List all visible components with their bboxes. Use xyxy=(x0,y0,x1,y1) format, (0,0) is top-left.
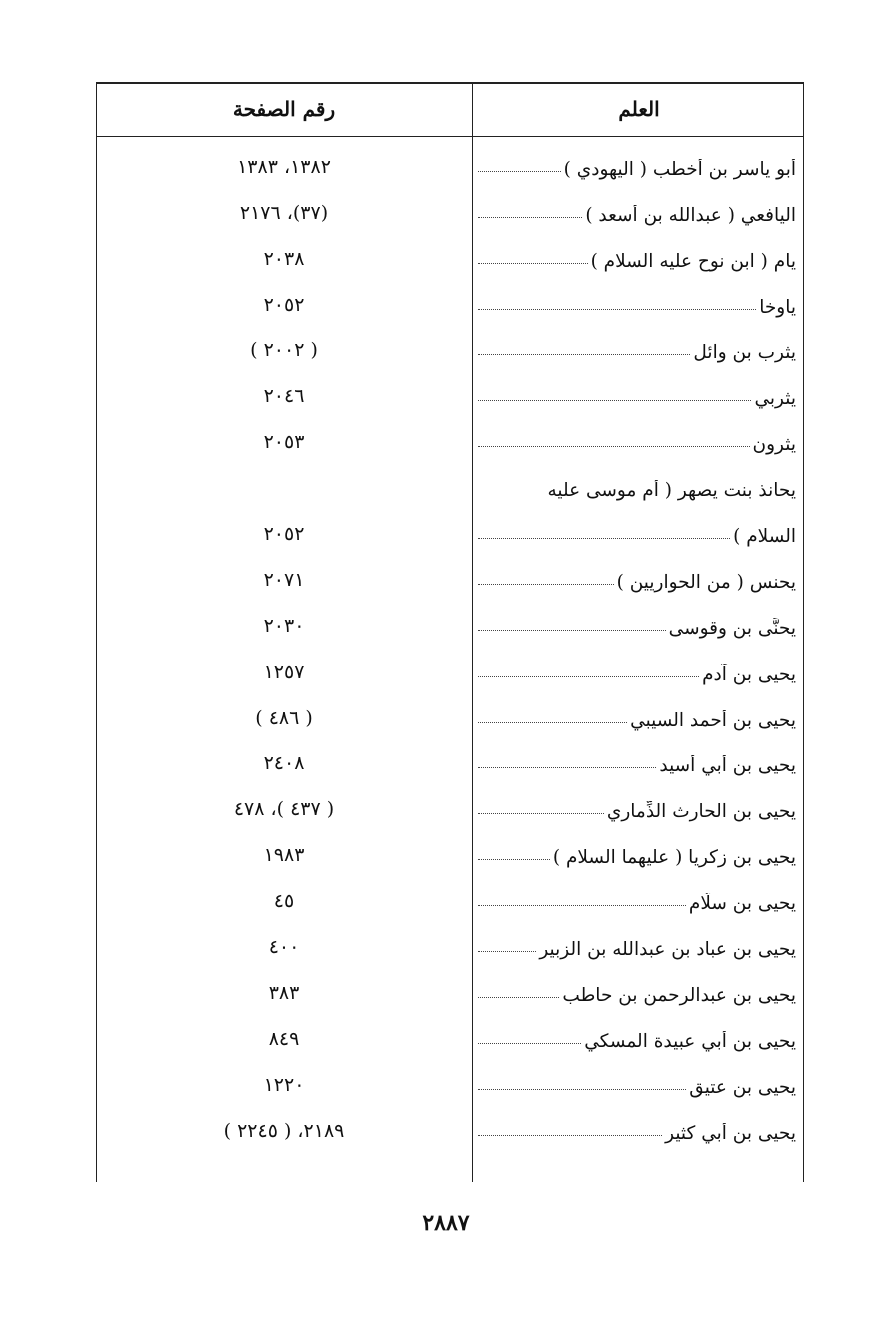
entry-page-numbers: ٢٠٥٣ xyxy=(263,431,305,454)
table-row xyxy=(96,1058,804,1104)
dot-leader xyxy=(478,722,627,723)
table-row xyxy=(96,828,804,874)
table-row xyxy=(96,232,804,278)
entry-name-cell xyxy=(478,893,796,914)
entry-name-cell xyxy=(478,939,796,960)
table-row xyxy=(96,737,804,783)
entry-name-cell xyxy=(478,1123,796,1144)
entry-name-cell xyxy=(478,710,796,731)
table-row xyxy=(96,920,804,966)
entry-name: يثرب بن وائل xyxy=(693,342,796,364)
entry-page-numbers: ٢٠٣٠ xyxy=(263,614,305,637)
entry-name: يحيى بن سلَّام xyxy=(688,893,796,915)
table-row xyxy=(96,782,804,828)
dot-leader xyxy=(478,813,604,814)
dot-leader xyxy=(478,446,750,447)
dot-leader xyxy=(478,354,690,355)
entry-name: يحيى بن أبي كثير xyxy=(665,1122,796,1144)
table-row xyxy=(96,691,804,737)
entry-page-numbers: ١٢٥٧ xyxy=(263,660,305,683)
table-row xyxy=(96,1012,804,1058)
table-row xyxy=(96,874,804,920)
dot-leader xyxy=(478,630,666,631)
entry-name-cell xyxy=(478,801,796,822)
entry-name-cell xyxy=(478,664,796,685)
dot-leader xyxy=(478,584,614,585)
entry-name-cell xyxy=(478,1031,796,1052)
page-number: ٢٨٨٧ xyxy=(422,1210,470,1236)
entry-name-cell xyxy=(478,572,796,593)
dot-leader xyxy=(478,538,730,539)
entry-name: يحنس ( من الحواريين ) xyxy=(616,571,796,593)
dot-leader xyxy=(478,1043,581,1044)
entry-name-cell xyxy=(478,480,796,501)
entry-page-numbers: ( ٢٠٠٢ ) xyxy=(250,339,318,362)
entry-name: يحيى بن آدم xyxy=(702,663,796,685)
entry-page-numbers: ١٣٨٢، ١٣٨٣ xyxy=(237,155,331,178)
entry-page-numbers: ٢٤٠٨ xyxy=(263,752,305,775)
entry-name: أبو ياسر بن أخطب ( اليهودي ) xyxy=(563,158,796,180)
entry-name: السلام ) xyxy=(733,526,796,548)
entry-name-cell xyxy=(478,205,796,226)
entry-name-cell xyxy=(478,388,796,409)
entry-page-numbers: ١٢٢٠ xyxy=(263,1073,305,1096)
entry-page-numbers: ٤٥ xyxy=(273,890,295,913)
entry-page-numbers: ٢١٨٩، ( ٢٢٤٥ ) xyxy=(223,1119,345,1142)
entry-page-numbers: ٨٤٩ xyxy=(268,1027,300,1050)
dot-leader xyxy=(478,400,751,401)
entry-name: يحانذ بنت يصهر ( أم موسى عليه xyxy=(547,480,796,502)
table-rows xyxy=(96,140,804,1150)
entry-name-cell xyxy=(478,526,796,547)
entry-name-cell xyxy=(478,297,796,318)
entry-page-numbers: ( ٤٨٦ ) xyxy=(255,706,313,729)
dot-leader xyxy=(478,767,656,768)
entry-page-numbers: (٣٧)، ٢١٧٦ xyxy=(239,201,329,224)
entry-name: يحيى بن عتيق xyxy=(689,1076,796,1098)
dot-leader xyxy=(478,171,561,172)
dot-leader xyxy=(478,859,550,860)
table-row xyxy=(96,278,804,324)
entry-page-numbers: ٣٨٣ xyxy=(268,981,300,1004)
table-row xyxy=(96,1104,804,1150)
header-name: العلم xyxy=(618,97,660,121)
entry-name-cell xyxy=(478,434,796,455)
header-page-number: رقم الصفحة xyxy=(232,97,336,121)
entry-name: يحيى بن عبدالرحمن بن حاطب xyxy=(562,984,796,1006)
header-underline xyxy=(96,136,804,137)
dot-leader xyxy=(478,997,559,998)
dot-leader xyxy=(478,951,536,952)
table-row xyxy=(96,415,804,461)
entry-name-cell xyxy=(478,755,796,776)
entry-name: اليافعي ( عبدالله بن أسعد ) xyxy=(585,204,796,226)
index-table xyxy=(96,82,804,1182)
dot-leader xyxy=(478,1135,662,1136)
dot-leader xyxy=(478,905,686,906)
entry-page-numbers: ٢٠٣٨ xyxy=(263,247,305,270)
entry-name-cell xyxy=(478,847,796,868)
entry-page-numbers: ٤٠٠ xyxy=(268,936,300,959)
entry-page-numbers: ٢٠٥٢ xyxy=(263,523,305,546)
entry-page-numbers: ٢٠٤٦ xyxy=(263,385,305,408)
table-row xyxy=(96,966,804,1012)
entry-name: يحنَّى بن وقوسى xyxy=(668,617,796,639)
table-row xyxy=(96,507,804,553)
entry-name: ياوخا xyxy=(759,296,796,318)
dot-leader xyxy=(478,263,588,264)
entry-name-cell xyxy=(478,618,796,639)
entry-name: يحيى بن الحارث الذِّماري xyxy=(606,801,796,823)
entry-name-cell xyxy=(478,159,796,180)
entry-page-numbers: ٢٠٥٢ xyxy=(263,293,305,316)
entry-name-cell xyxy=(478,1077,796,1098)
entry-name-cell xyxy=(478,985,796,1006)
entry-name: يحيى بن أحمد السيبي xyxy=(630,709,796,731)
table-row xyxy=(96,369,804,415)
dot-leader xyxy=(478,309,756,310)
entry-name: يام ( ابن نوح عليه السلام ) xyxy=(590,250,796,272)
entry-name: يثرون xyxy=(752,434,796,456)
entry-name: يثربي xyxy=(754,388,796,410)
dot-leader xyxy=(478,676,699,677)
dot-leader xyxy=(478,1089,686,1090)
entry-name-cell xyxy=(478,342,796,363)
entry-name: يحيى بن عباد بن عبدالله بن الزبير xyxy=(539,939,796,961)
table-row xyxy=(96,140,804,186)
table-row xyxy=(96,553,804,599)
table-row xyxy=(96,324,804,370)
table-row xyxy=(96,461,804,507)
entry-page-numbers: ٢٠٧١ xyxy=(263,568,305,591)
entry-name-cell xyxy=(478,251,796,272)
table-row xyxy=(96,645,804,691)
entry-name: يحيى بن أبي أسيد xyxy=(659,755,796,777)
table-row xyxy=(96,186,804,232)
table-row xyxy=(96,599,804,645)
entry-name: يحيى بن زكريا ( عليهما السلام ) xyxy=(552,847,796,869)
dot-leader xyxy=(478,217,582,218)
entry-page-numbers: ١٩٨٣ xyxy=(263,844,305,867)
entry-name: يحيى بن أبي عبيدة المسكي xyxy=(584,1030,796,1052)
entry-page-numbers: ( ٤٣٧ )، ٤٧٨ xyxy=(233,798,335,821)
